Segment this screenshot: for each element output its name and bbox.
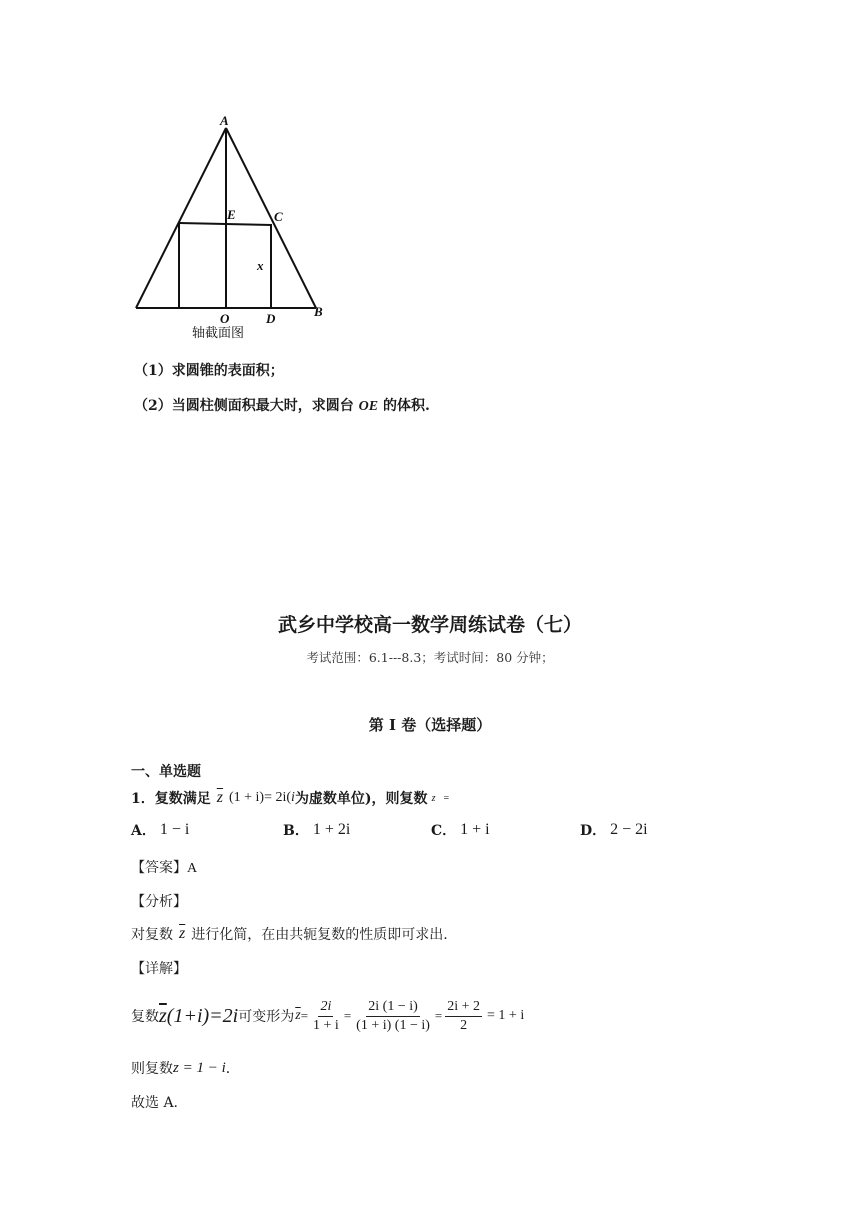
option-value: 1 − i <box>159 821 190 838</box>
section-heading: 第 I 卷（选择题） <box>368 716 492 734</box>
eq-sign-1: = <box>300 1008 309 1023</box>
figure-caption: 轴截面图 <box>192 326 245 341</box>
conclusion-expr: z = 1 − i <box>173 1059 226 1076</box>
option-letter: C． <box>431 823 457 839</box>
analysis-prefix: 对复数 <box>131 927 173 943</box>
paren-expr: (1 + i) <box>228 790 265 805</box>
part2-prefix: （2）当圆柱侧面积最大时，求圆台 <box>134 398 359 414</box>
label-c: C <box>274 209 283 224</box>
prev-problem-part1: （1）求圆锥的表面积； <box>134 363 284 379</box>
option-value: 1 + i <box>460 821 490 838</box>
answer-label: 【答案】 <box>131 860 187 876</box>
label-o: O <box>220 311 230 326</box>
conclusion-suffix: ． <box>225 1061 240 1077</box>
option-a[interactable] <box>131 820 189 840</box>
fraction-3-numerator: 2i + 2 <box>445 999 482 1017</box>
fraction-1-denominator: 1 + i <box>313 1017 339 1033</box>
i-var: i <box>291 790 295 805</box>
part2-suffix: 的体积. <box>378 398 430 414</box>
option-b[interactable] <box>283 820 350 840</box>
option-c[interactable] <box>431 820 490 840</box>
label-x: x <box>257 258 264 273</box>
label-a: A <box>220 113 229 128</box>
fraction-1-numerator: 2i <box>318 999 333 1017</box>
prev-problem-part2 <box>134 395 430 415</box>
fraction-3 <box>445 999 482 1034</box>
answer-line <box>131 857 197 877</box>
fraction-1 <box>311 999 341 1034</box>
fraction-2 <box>354 999 432 1034</box>
detail-lhs: (1+i)=2i <box>166 1004 239 1027</box>
option-letter: A． <box>131 823 156 839</box>
question-1-stem <box>131 787 449 809</box>
cylinder-top <box>179 223 272 225</box>
stem-prefix: 复数满足 <box>154 791 211 807</box>
z-conjugate: $\overline{z}$ <box>216 789 223 806</box>
label-b: B <box>314 304 323 319</box>
conclusion-prefix: 则复数 <box>131 1061 173 1077</box>
cone-left-edge <box>136 128 226 308</box>
conclusion-line <box>131 1058 240 1078</box>
label-e: E <box>227 207 236 222</box>
option-value: 1 + 2i <box>312 821 351 838</box>
question-number: 1． <box>131 791 155 807</box>
eq-result: = 1 + i <box>487 1008 525 1023</box>
detail-z-conjugate: $\overline{z}$ <box>159 1004 167 1027</box>
part-heading: 一、单选题 <box>131 764 201 780</box>
analysis-label: 【分析】 <box>131 894 187 910</box>
option-value: 2 − 2i <box>610 821 648 838</box>
equals-small: = <box>443 792 450 804</box>
answer-value: A <box>187 861 198 876</box>
label-d: D <box>266 311 276 326</box>
option-letter: D． <box>580 823 607 839</box>
fraction-2-numerator: 2i (1 − i) <box>366 999 420 1017</box>
eq-sign-2: = <box>343 1008 352 1023</box>
z-small: z <box>431 792 436 804</box>
analysis-z-conjugate: $\overline{z}$ <box>179 925 186 942</box>
eq-z-conjugate: $\overline{z}$ <box>295 1008 301 1023</box>
fraction-2-denominator: (1 + i) (1 − i) <box>356 1017 430 1033</box>
exam-subtitle: 考试范围：6.1---8.3；考试时间：80 分钟； <box>306 650 554 665</box>
analysis-suffix: 进行化简，在由共轭复数的性质即可求出. <box>191 927 448 943</box>
axial-section-figure <box>120 110 340 345</box>
part2-var: OE <box>358 399 379 414</box>
fraction-3-denominator: 2 <box>460 1017 468 1033</box>
exam-title: 武乡中学校高一数学周练试卷（七） <box>277 614 582 636</box>
option-d[interactable] <box>580 820 648 840</box>
option-letter: B． <box>283 823 309 839</box>
detail-label: 【详解】 <box>131 961 187 977</box>
detail-mid: 可变形为 <box>238 1009 295 1025</box>
final-choice: 故选 A. <box>131 1095 179 1111</box>
stem-mid: 为虚数单位)，则复数 <box>294 791 428 807</box>
equals-2i: = 2i( <box>264 790 292 805</box>
detail-equation <box>131 990 524 1042</box>
detail-prefix: 复数 <box>131 1009 159 1025</box>
analysis-text <box>131 924 448 944</box>
eq-sign-3: = <box>434 1008 443 1023</box>
